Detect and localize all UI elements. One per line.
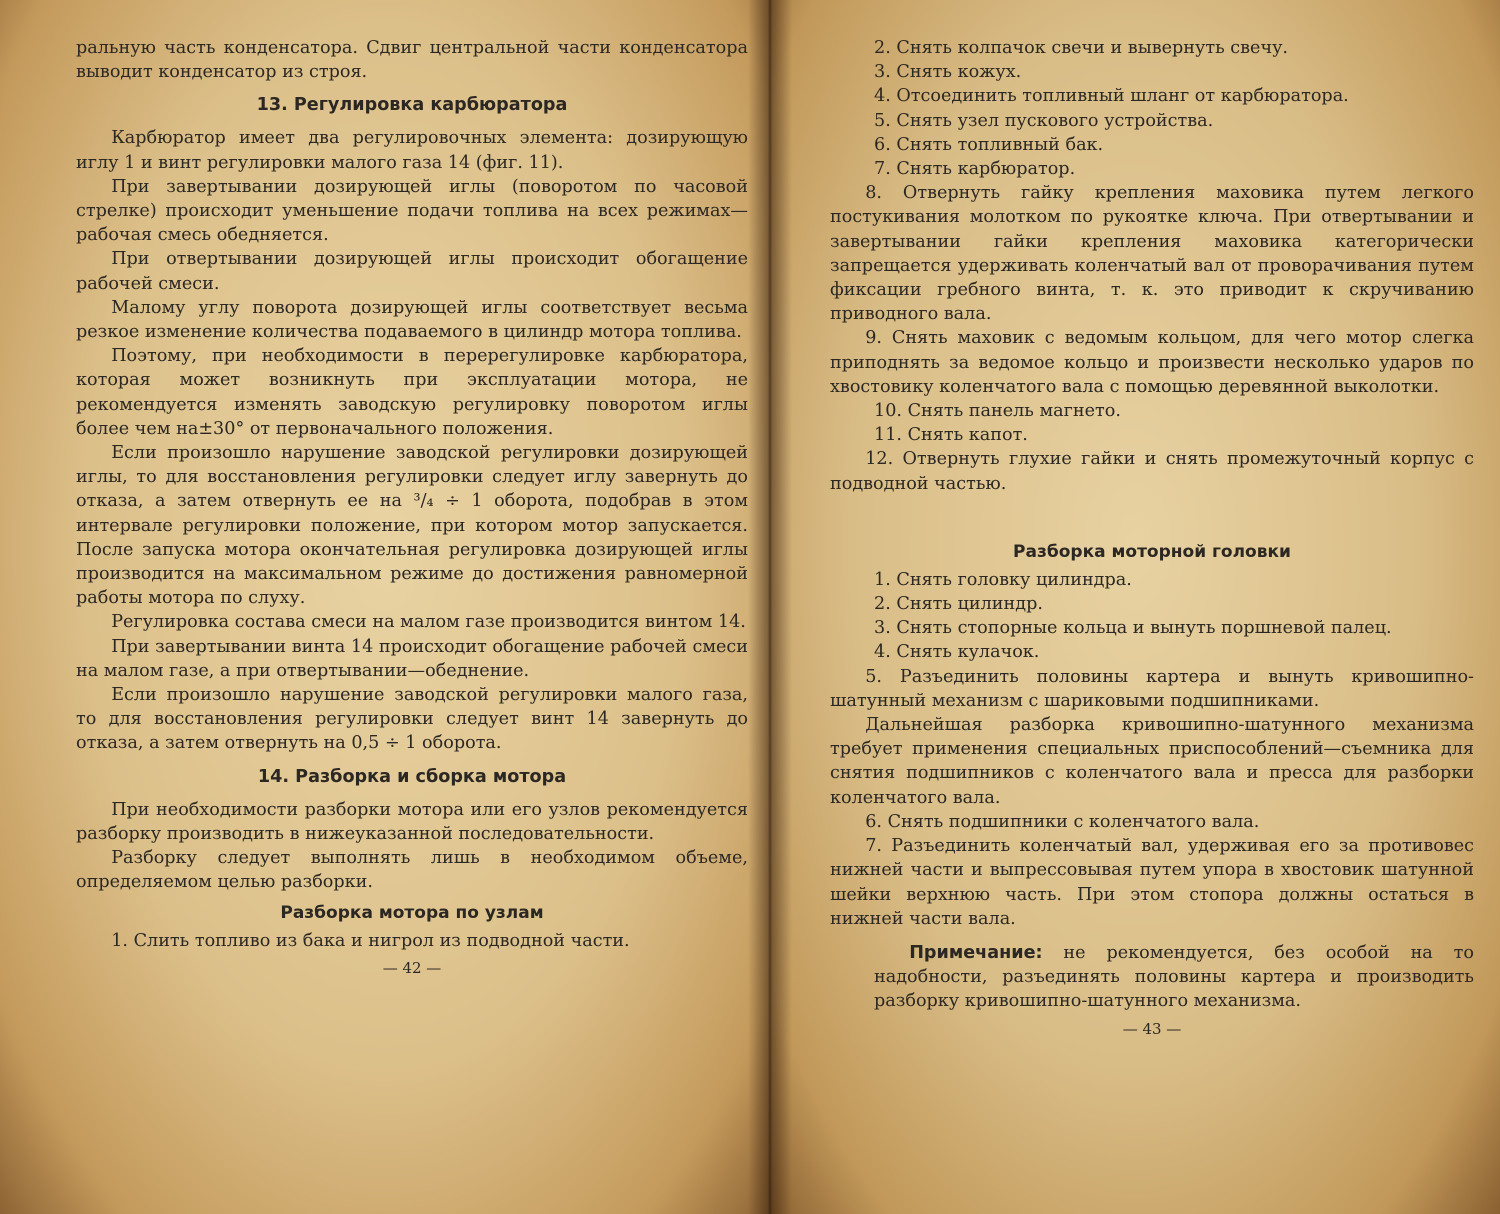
paragraph: При завертывании дозирующей иглы (поворотом по часовой стрелке) происходит уменьшение подачи топлива на всех режимах—рабочая смесь обедняется.	[76, 176, 748, 246]
list-item: 1. Снять головку цилиндра.	[874, 569, 1132, 590]
paragraph: Малому углу поворота дозирующей иглы соответствует весьма резкое изменение количества подаваемого в цилиндр мотора топлива.	[76, 297, 748, 343]
paragraph: Регулировка состава смеси на малом газе производится винтом 14.	[111, 612, 746, 633]
subsection-heading: Разборка мотора по узлам	[280, 902, 544, 923]
section-heading-13: 13. Регулировка карбюратора	[256, 95, 568, 116]
right-page	[770, 0, 1500, 1214]
page-number: — 42 —	[382, 958, 442, 977]
list-item: 7. Снять карбюратор.	[874, 159, 1076, 180]
section-heading-14: 14. Разборка и сборка мотора	[257, 766, 567, 787]
list-item: 12. Отвернуть глухие гайки и снять промежуточный корпус с подводной частью.	[830, 449, 1474, 494]
paragraph: Если произошло нарушение заводской регулировки дозирующей иглы, то для восстановления регулировки следует иглу завернуть до отказа, а затем отвернуть ее на ³/₄ ÷ 1 оборота, подобрав в этом интервале регулировки положение, при котором мотор запускается. После запуска мотора окончательная регулировка дозирующей иглы производится на максимальном режиме до достижения равномерной работы мотора по слуху.	[76, 443, 748, 609]
list-item: 2. Снять колпачок свечи и вывернуть свечу.	[874, 38, 1289, 58]
list-item: 1. Слить топливо из бака и нигрол из подводной части.	[111, 930, 630, 951]
list-item: 7. Разъединить коленчатый вал, удерживая его за противовес нижней части и выпрессовывая путем упора в хвостовик шатунной шейки верхнюю часть. При этом стопора должны остаться в нижней части вала.	[830, 836, 1474, 929]
list-item: 4. Отсоединить топливный шланг от карбюратора.	[874, 86, 1349, 107]
paragraph: Карбюратор имеет два регулировочных элемента: дозирующую иглу 1 и винт регулировки малого газа 14 (фиг. 11).	[76, 128, 748, 173]
spacer	[830, 496, 1474, 534]
list-item: 4. Снять кулачок.	[874, 642, 1040, 663]
paragraph: Разборку следует выполнять лишь в необходимом объеме, определяемом целью разборки.	[76, 848, 748, 893]
paragraph: ральную часть конденсатора. Сдвиг центральной части конденсатора выводит конденсатор из строя.	[76, 38, 748, 83]
list-item: 9. Снять маховик с ведомым кольцом, для чего мотор слегка приподнять за ведомое кольцо и произвести несколько ударов по хвостовику коленчатого вала с помощью деревянной выколотки.	[830, 328, 1474, 397]
paragraph: При необходимости разборки мотора или его узлов рекомендуется разборку производить в нижеуказанной последовательности.	[76, 799, 748, 844]
list-item: 3. Снять стопорные кольца и вынуть поршневой палец.	[874, 618, 1392, 639]
paragraph: При отвертывании дозирующей иглы происходит обогащение рабочей смеси.	[76, 249, 748, 294]
book-gutter	[748, 0, 792, 1214]
paragraph: Поэтому, при необходимости в перерегулировке карбюратора, которая может возникнуть при эксплуатации мотора, не рекомендуется изменять заводскую регулировку поворотом иглы более чем на±30° от первоначального положения.	[76, 346, 748, 439]
list-item: 5. Снять узел пускового устройства.	[874, 110, 1214, 131]
list-item: 8. Отвернуть гайку крепления маховика путем легкого постукивания молотком по рукоятке ключа. При отвертывании и завертывании гайки крепления маховика категорически запрещается удерживать коленчатый вал от проворачивания путем фиксации гребного винта, т. к. это приводит к скручиванию приводного вала.	[830, 183, 1474, 325]
paragraph: Дальнейшая разборка кривошипно-шатунного механизма требует применения специальных приспособлений—съемника для снятия подшипников с коленчатого вала и пресса для разборки коленчатого вала.	[830, 715, 1474, 808]
list-item: 5. Разъединить половины картера и вынуть кривошипно-шатунный механизм с шариковыми подшипниками.	[830, 666, 1474, 711]
list-item: 6. Снять подшипники с коленчатого вала.	[865, 811, 1260, 832]
note-text: не рекомендуется, без особой на то надобности, разъединять половины картера и производить разборку кривошипно-шатунного механизма.	[874, 942, 1474, 1012]
list-item: 6. Снять топливный бак.	[874, 134, 1104, 155]
paragraph: При завертывании винта 14 происходит обогащение рабочей смеси на малом газе, а при отвертывании—обеднение.	[76, 636, 748, 681]
note	[830, 941, 1474, 1014]
subsection-heading: Разборка моторной головки	[1013, 541, 1291, 562]
list-item: 11. Снять капот.	[874, 425, 1028, 446]
paragraph: Если произошло нарушение заводской регулировки малого газа, то для восстановления регулировки следует винт 14 завернуть до отказа, а затем отвернуть на 0,5 ÷ 1 оборота.	[76, 685, 748, 754]
page-number: — 43 —	[1122, 1019, 1182, 1038]
note-label: Примечание:	[909, 942, 1043, 963]
list-item: 2. Снять цилиндр.	[874, 594, 1043, 615]
list-item: 3. Снять кожух.	[874, 62, 1022, 83]
list-item: 10. Снять панель магнето.	[874, 401, 1121, 422]
